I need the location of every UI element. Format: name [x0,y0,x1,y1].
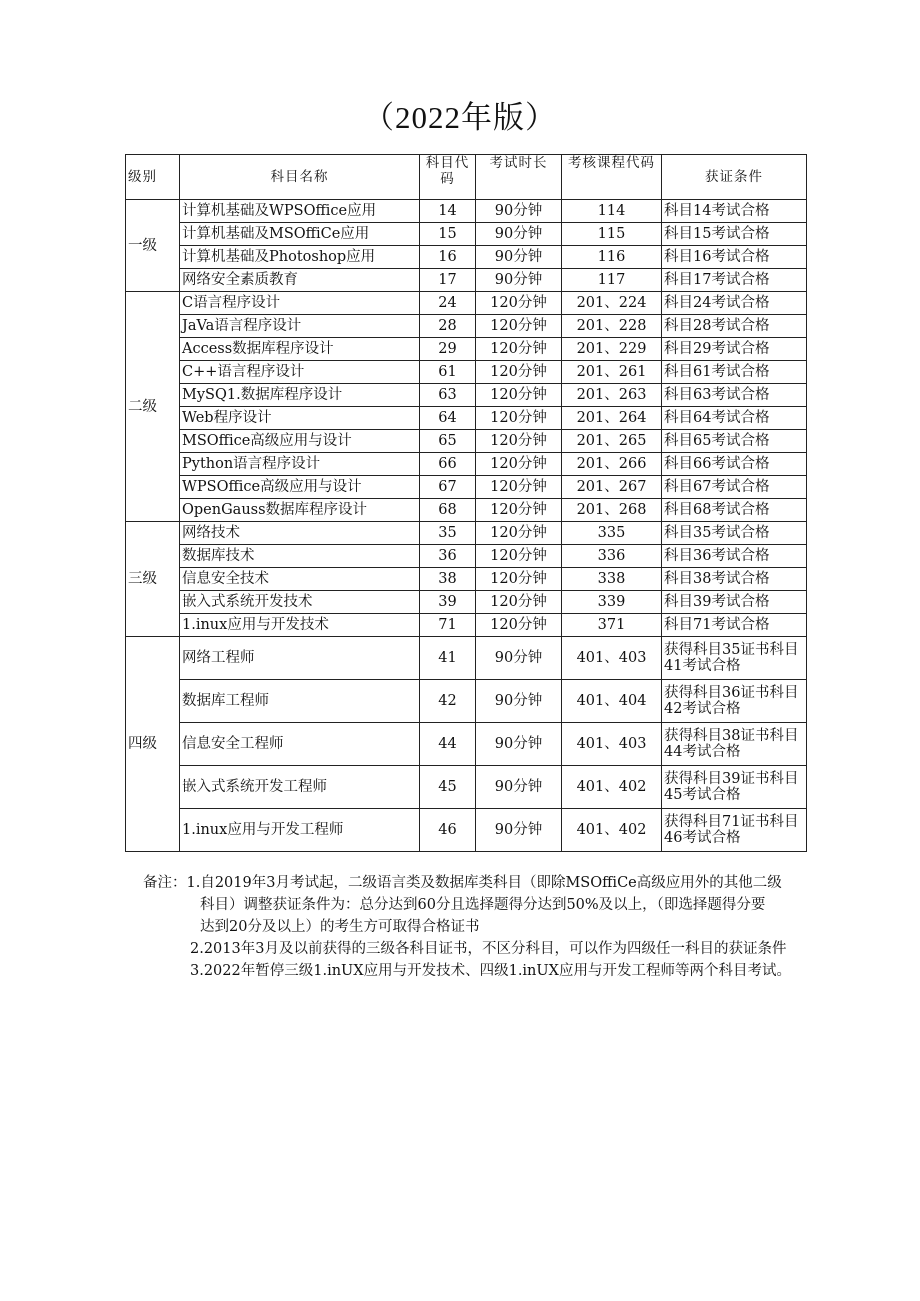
table-row [126,476,807,499]
table-row [126,384,807,407]
subject-name-cell: 信息安全工程师 [180,723,420,766]
table-row [126,591,807,614]
course-code-cell: 401、403 [562,723,662,766]
level-cell: 三级 [126,522,180,637]
table-row [126,246,807,269]
subject-code-cell: 28 [420,315,476,338]
subject-name-cell: WPSOffice高级应用与设计 [180,476,420,499]
subject-code-cell: 14 [420,200,476,223]
page-title: （2022年版） [363,100,557,135]
note-1-line-1 [143,872,843,894]
condition-cell: 科目66考试合格 [662,453,807,476]
duration-cell: 120分钟 [476,430,562,453]
subject-code-cell: 39 [420,591,476,614]
subject-name-cell: 嵌入式系统开发技术 [180,591,420,614]
subject-code-cell: 15 [420,223,476,246]
course-code-cell: 338 [562,568,662,591]
note-1-text-a: 1.自2019年3月考试起，二级语言类及数据库类科目（即除MSOffiCe高级应用外的其他二级 [186,875,782,891]
condition-cell: 科目15考试合格 [662,223,807,246]
course-code-cell: 117 [562,269,662,292]
duration-cell: 120分钟 [476,407,562,430]
duration-cell: 120分钟 [476,614,562,637]
duration-cell: 90分钟 [476,766,562,809]
duration-cell: 120分钟 [476,568,562,591]
condition-cell: 科目39考试合格 [662,591,807,614]
condition-cell: 获得科目35证书科目41考试合格 [662,637,807,680]
note-1-line-3: 达到20分及以上）的考生方可取得合格证书 [200,919,480,935]
table-row [126,407,807,430]
subject-name-cell: 网络安全素质教育 [180,269,420,292]
duration-cell: 120分钟 [476,591,562,614]
table-row [126,361,807,384]
subject-name-cell: Access数据库程序设计 [180,338,420,361]
subject-code-cell: 67 [420,476,476,499]
condition-cell: 科目61考试合格 [662,361,807,384]
course-code-cell: 401、404 [562,680,662,723]
table-row [126,200,807,223]
condition-cell: 科目63考试合格 [662,384,807,407]
subject-code-cell: 45 [420,766,476,809]
duration-cell: 120分钟 [476,545,562,568]
header-condition: 获证条件 [662,155,807,200]
course-code-cell: 201、261 [562,361,662,384]
condition-cell: 科目65考试合格 [662,430,807,453]
subject-code-cell: 36 [420,545,476,568]
subject-code-cell: 17 [420,269,476,292]
condition-cell: 科目36考试合格 [662,545,807,568]
subject-code-cell: 24 [420,292,476,315]
condition-cell: 科目71考试合格 [662,614,807,637]
subject-code-cell: 41 [420,637,476,680]
subject-name-cell: 计算机基础及WPSOffice应用 [180,200,420,223]
table-row [126,545,807,568]
subject-code-cell: 35 [420,522,476,545]
header-course-code: 考核课程代码 [562,155,662,200]
condition-cell: 科目68考试合格 [662,499,807,522]
course-code-cell: 201、263 [562,384,662,407]
subject-name-cell: 计算机基础及Photoshop应用 [180,246,420,269]
exam-subjects-table [125,154,807,852]
duration-cell: 90分钟 [476,637,562,680]
subject-code-cell: 16 [420,246,476,269]
header-name: 科目名称 [180,155,420,200]
header-duration: 考试时长 [476,155,562,200]
subject-code-cell: 61 [420,361,476,384]
notes-section [143,872,843,982]
subject-code-cell: 64 [420,407,476,430]
duration-cell: 120分钟 [476,522,562,545]
condition-cell: 科目35考试合格 [662,522,807,545]
course-code-cell: 201、229 [562,338,662,361]
course-code-cell: 201、228 [562,315,662,338]
subject-name-cell: 1.inux应用与开发技术 [180,614,420,637]
table-row [126,723,807,766]
level-cell: 四级 [126,637,180,852]
duration-cell: 90分钟 [476,223,562,246]
course-code-cell: 336 [562,545,662,568]
condition-cell: 科目28考试合格 [662,315,807,338]
duration-cell: 120分钟 [476,384,562,407]
condition-cell: 获得科目36证书科目42考试合格 [662,680,807,723]
table-header-row [126,155,807,200]
duration-cell: 120分钟 [476,361,562,384]
course-code-cell: 201、266 [562,453,662,476]
header-level: 级别 [126,155,180,200]
duration-cell: 90分钟 [476,723,562,766]
table-body [126,200,807,852]
duration-cell: 90分钟 [476,269,562,292]
course-code-cell: 114 [562,200,662,223]
subject-name-cell: 信息安全技术 [180,568,420,591]
header-code: 科目代码 [420,155,476,200]
condition-cell: 科目64考试合格 [662,407,807,430]
level-cell: 一级 [126,200,180,292]
duration-cell: 90分钟 [476,246,562,269]
condition-cell: 获得科目38证书科目44考试合格 [662,723,807,766]
table-row [126,223,807,246]
duration-cell: 90分钟 [476,809,562,852]
subject-code-cell: 42 [420,680,476,723]
subject-name-cell: 数据库工程师 [180,680,420,723]
subject-name-cell: 数据库技术 [180,545,420,568]
note-2: 2.2013年3月及以前获得的三级各科目证书，不区分科目，可以作为四级任一科目的获证条件 [190,941,787,957]
course-code-cell: 401、403 [562,637,662,680]
condition-cell: 科目14考试合格 [662,200,807,223]
course-code-cell: 201、267 [562,476,662,499]
note-3: 3.2022年暂停三级1.inUX应用与开发技术、四级1.inUX应用与开发工程师等两个科目考试。 [190,963,791,979]
condition-cell: 科目29考试合格 [662,338,807,361]
condition-cell: 科目38考试合格 [662,568,807,591]
subject-code-cell: 46 [420,809,476,852]
table-row [126,766,807,809]
subject-name-cell: OpenGauss数据库程序设计 [180,499,420,522]
course-code-cell: 201、268 [562,499,662,522]
course-code-cell: 401、402 [562,809,662,852]
table-row [126,680,807,723]
subject-code-cell: 68 [420,499,476,522]
subject-name-cell: JaVa语言程序设计 [180,315,420,338]
table-row [126,637,807,680]
subject-code-cell: 29 [420,338,476,361]
subject-code-cell: 63 [420,384,476,407]
condition-cell: 获得科目39证书科目45考试合格 [662,766,807,809]
subject-name-cell: C++语言程序设计 [180,361,420,384]
table-row [126,499,807,522]
course-code-cell: 401、402 [562,766,662,809]
table-row [126,338,807,361]
notes-label: 备注： [143,875,187,891]
duration-cell: 90分钟 [476,680,562,723]
subject-name-cell: 嵌入式系统开发工程师 [180,766,420,809]
table-row [126,614,807,637]
course-code-cell: 371 [562,614,662,637]
condition-cell: 科目67考试合格 [662,476,807,499]
duration-cell: 120分钟 [476,499,562,522]
course-code-cell: 335 [562,522,662,545]
duration-cell: 120分钟 [476,453,562,476]
duration-cell: 120分钟 [476,338,562,361]
table-row [126,453,807,476]
condition-cell: 科目17考试合格 [662,269,807,292]
subject-name-cell: 1.inux应用与开发工程师 [180,809,420,852]
duration-cell: 120分钟 [476,315,562,338]
table-row [126,522,807,545]
subject-name-cell: MSOffice高级应用与设计 [180,430,420,453]
subject-name-cell: Python语言程序设计 [180,453,420,476]
table-row [126,568,807,591]
course-code-cell: 201、265 [562,430,662,453]
subject-name-cell: Web程序设计 [180,407,420,430]
course-code-cell: 116 [562,246,662,269]
duration-cell: 120分钟 [476,292,562,315]
course-code-cell: 115 [562,223,662,246]
subject-name-cell: 计算机基础及MSOffiCe应用 [180,223,420,246]
subject-name-cell: 网络技术 [180,522,420,545]
course-code-cell: 201、224 [562,292,662,315]
table-row [126,292,807,315]
table-row [126,809,807,852]
subject-code-cell: 71 [420,614,476,637]
subject-code-cell: 44 [420,723,476,766]
course-code-cell: 339 [562,591,662,614]
table-row [126,269,807,292]
duration-cell: 120分钟 [476,476,562,499]
subject-code-cell: 65 [420,430,476,453]
subject-code-cell: 66 [420,453,476,476]
subject-name-cell: MySQ1.数据库程序设计 [180,384,420,407]
duration-cell: 90分钟 [476,200,562,223]
note-1-line-2: 科目）调整获证条件为：总分达到60分且选择题得分达到50%及以上，（即选择题得分要 [200,897,766,913]
condition-cell: 获得科目71证书科目46考试合格 [662,809,807,852]
subject-name-cell: 网络工程师 [180,637,420,680]
level-cell: 二级 [126,292,180,522]
subject-name-cell: C语言程序设计 [180,292,420,315]
table-row [126,430,807,453]
condition-cell: 科目24考试合格 [662,292,807,315]
course-code-cell: 201、264 [562,407,662,430]
subject-code-cell: 38 [420,568,476,591]
condition-cell: 科目16考试合格 [662,246,807,269]
table-row [126,315,807,338]
